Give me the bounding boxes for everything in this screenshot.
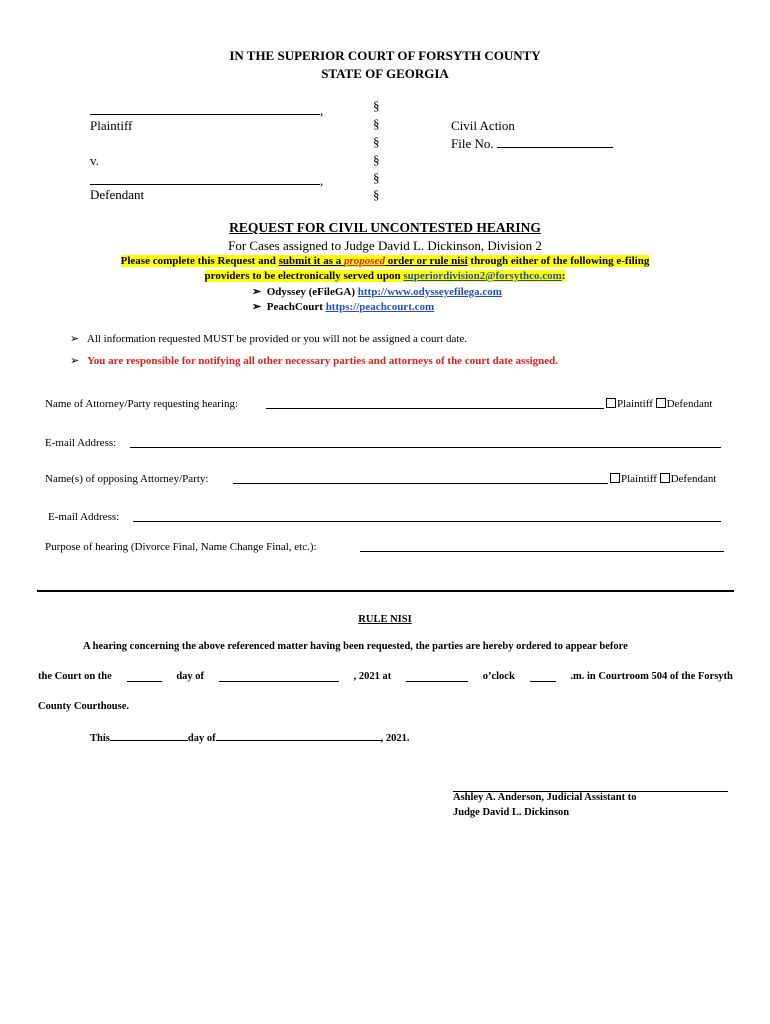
odyssey-link[interactable]: http://www.odysseyefilega.com — [357, 286, 502, 298]
division-email-link[interactable]: superiordivision2@forsythco.com — [403, 270, 562, 282]
opposing-party-options: Plaintiff Defendant — [610, 473, 716, 485]
signature-title: Judge David L. Dickinson — [453, 807, 570, 818]
email2-input[interactable] — [133, 521, 721, 522]
defendant-label: Defendant — [90, 187, 145, 202]
court-heading: IN THE SUPERIOR COURT OF FORSYTH COUNTY — [229, 48, 541, 63]
section-symbol: § — [373, 116, 380, 131]
section-symbol: § — [373, 187, 380, 202]
email2-label: E-mail Address: — [48, 511, 120, 523]
file-no-blank[interactable] — [497, 135, 613, 148]
court-hour-blank[interactable] — [406, 671, 468, 682]
court-day-blank[interactable] — [127, 671, 162, 682]
rule-nisi-title: RULE NISI — [358, 614, 412, 625]
file-no-label: File No. — [451, 136, 494, 151]
civil-action-label: Civil Action — [451, 118, 515, 133]
file-no-row — [451, 135, 613, 152]
opposing-input[interactable] — [233, 483, 608, 484]
defendant-checkbox[interactable] — [656, 398, 666, 408]
plaintiff-label: Plaintiff — [90, 118, 133, 133]
plaintiff-blank[interactable]: , — [90, 100, 323, 119]
section-symbol: § — [373, 134, 380, 149]
request-subtitle: For Cases assigned to Judge David L. Dickinson, Division 2 — [228, 238, 542, 253]
email-input[interactable] — [130, 447, 721, 448]
section-divider — [37, 590, 734, 592]
section-symbol: § — [373, 152, 380, 167]
court-month-blank[interactable] — [219, 671, 339, 682]
arrow-bullet-icon: ➢ — [252, 286, 262, 298]
plaintiff-checkbox[interactable] — [610, 473, 620, 483]
opposing-label: Name(s) of opposing Attorney/Party: — [45, 473, 209, 485]
peachcourt-link[interactable]: https://peachcourt.com — [325, 301, 435, 313]
versus-label: v. — [90, 153, 99, 168]
signature-name: Ashley A. Anderson, Judicial Assistant to — [453, 792, 637, 803]
provider-odyssey: ➢ Odyssey (eFileGA) http://www.odysseyefilega.com — [252, 286, 502, 298]
bullet-notify-parties: ➢ You are responsible for notifying all other necessary parties and attorneys of the court date assigned. — [70, 355, 559, 367]
state-heading: STATE OF GEORGIA — [321, 66, 449, 81]
rule-nisi-line2: the Court on the day of , 2021 at o’clock .m. in Courtroom 504 of the Forsyth — [38, 671, 733, 682]
provider-peachcourt: ➢ PeachCourt https://peachcourt.com — [252, 301, 435, 313]
dated-month-blank[interactable] — [216, 730, 381, 741]
rule-nisi-line1: A hearing concerning the above referenced matter having been requested, the parties are hereby ordered to appear before — [83, 641, 628, 652]
efiling-notice: Please complete this Request and submit it as a proposed order or rule nisi through either of the following e-filing — [120, 255, 650, 267]
bullet-info-required: ➢ All information requested MUST be provided or you will not be assigned a court date. — [70, 333, 468, 345]
arrow-bullet-icon: ➢ — [70, 355, 80, 367]
attorney-input[interactable] — [266, 408, 604, 409]
defendant-blank[interactable]: , — [90, 170, 323, 189]
arrow-bullet-icon: ➢ — [70, 333, 80, 345]
rule-nisi-line3: County Courthouse. — [38, 701, 130, 712]
attorney-label: Name of Attorney/Party requesting hearing: — [45, 398, 239, 410]
court-ampm-blank[interactable] — [530, 671, 556, 682]
request-title: REQUEST FOR CIVIL UNCONTESTED HEARING — [229, 220, 541, 235]
attorney-party-options: Plaintiff Defendant — [606, 398, 712, 410]
purpose-label: Purpose of hearing (Divorce Final, Name Change Final, etc.): — [45, 541, 317, 553]
section-symbol: § — [373, 98, 380, 113]
efiling-notice-line2: providers to be electronically served upon superiordivision2@forsythco.com: — [204, 270, 566, 282]
plaintiff-checkbox[interactable] — [606, 398, 616, 408]
section-symbol: § — [373, 170, 380, 185]
email-label: E-mail Address: — [45, 437, 117, 449]
purpose-input[interactable] — [360, 551, 724, 552]
arrow-bullet-icon: ➢ — [252, 301, 262, 313]
defendant-checkbox[interactable] — [660, 473, 670, 483]
dated-line: This day of , 2021. — [90, 730, 409, 744]
dated-day-blank[interactable] — [110, 730, 188, 741]
